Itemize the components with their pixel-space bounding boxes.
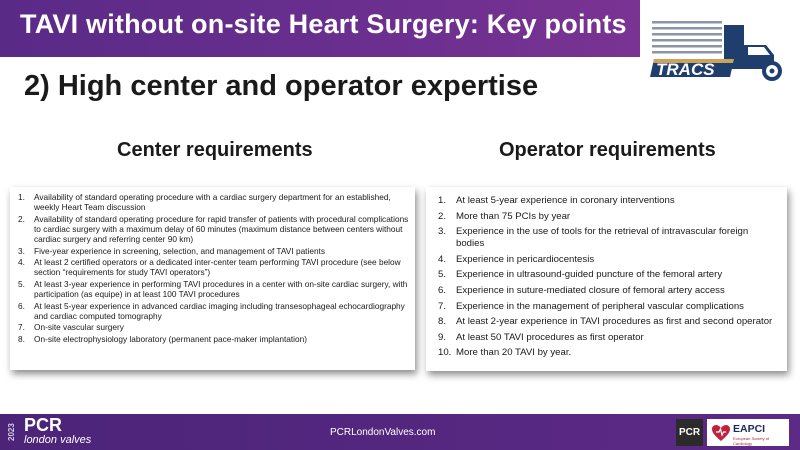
item-text: Availability of standard operating procedure for rapid transfer of patients with procedural complications to cardiac surgery with a maximum delay of 60 minutes (maximum distance between centers without cardiac surgery and referring center 90 km) bbox=[34, 213, 409, 245]
operator-requirements-card bbox=[426, 187, 787, 371]
item-number: 2. bbox=[438, 210, 447, 222]
item-text: On-site vascular surgery bbox=[34, 322, 124, 333]
operator-requirements-list bbox=[426, 187, 787, 359]
eapci-logo bbox=[707, 419, 789, 446]
slide-title: TAVI without on-site Heart Surgery: Key points bbox=[20, 9, 627, 39]
list-item bbox=[18, 301, 409, 321]
list-item bbox=[18, 192, 409, 212]
item-text: Experience in the management of peripheral vascular complications bbox=[456, 300, 744, 312]
item-text: Five-year experience in screening, selection, and management of TAVI patients bbox=[34, 245, 326, 256]
event-year: 2023 bbox=[7, 423, 16, 441]
center-requirements-heading: Center requirements bbox=[117, 139, 313, 161]
list-item bbox=[438, 226, 779, 250]
item-text: Availability of standard operating procedure with a cardiac surgery department for an established, weekly Heart Team discussion bbox=[34, 192, 391, 213]
item-text: On-site electrophysiology laboratory (permanent pace-maker implantation) bbox=[34, 333, 308, 344]
list-item bbox=[18, 279, 409, 299]
item-text: At least 50 TAVI procedures as first operator bbox=[456, 331, 644, 343]
list-item bbox=[438, 195, 779, 207]
heart-icon bbox=[710, 422, 732, 444]
item-number: 2. bbox=[18, 213, 25, 224]
item-number: 9. bbox=[438, 331, 447, 343]
item-text: More than 20 TAVI by year. bbox=[456, 347, 572, 359]
pcr-london-valves-logo: PCR bbox=[24, 415, 63, 435]
item-number: 5. bbox=[18, 278, 25, 289]
list-item bbox=[438, 285, 779, 297]
item-number: 5. bbox=[438, 269, 447, 281]
item-number: 4. bbox=[18, 257, 25, 268]
item-text: At least 2-year experience in TAVI procedures as first and second operator bbox=[456, 316, 773, 328]
item-number: 8. bbox=[438, 316, 447, 328]
item-number: 10. bbox=[438, 347, 452, 359]
list-item bbox=[438, 347, 779, 359]
item-text: Experience in ultrasound-guided puncture of the femoral artery bbox=[456, 269, 723, 281]
logo-text: TRACS bbox=[656, 60, 715, 79]
list-item bbox=[438, 316, 779, 328]
item-text: At least 2 certified operators or a dedicated inter-center team performing TAVI procedure (see below section “requirements for study TAVI operators”) bbox=[34, 257, 401, 278]
item-number: 3. bbox=[18, 245, 25, 256]
pcr-logo-subtitle: london valves bbox=[24, 434, 92, 446]
list-item bbox=[438, 211, 779, 223]
item-number: 7. bbox=[18, 322, 25, 333]
pcr-badge-logo: PCR bbox=[676, 419, 703, 446]
header-bar bbox=[0, 0, 640, 57]
truck-icon bbox=[648, 9, 788, 87]
list-item bbox=[18, 257, 409, 277]
footer-bar bbox=[0, 414, 800, 450]
list-item bbox=[438, 301, 779, 313]
website-link[interactable]: PCRLondonValves.com bbox=[330, 427, 436, 438]
item-text: At least 3-year experience in performing TAVI procedures in a center with on-site cardiac surgery, with participation (as equipe) in at least 100 TAVI procedures bbox=[34, 278, 408, 300]
section-heading: 2) High center and operator expertise bbox=[24, 70, 539, 102]
item-number: 3. bbox=[438, 226, 447, 238]
item-number: 1. bbox=[18, 192, 25, 202]
list-item bbox=[438, 254, 779, 266]
item-number: 1. bbox=[438, 195, 447, 206]
item-text: More than 75 PCIs by year bbox=[456, 210, 571, 222]
center-requirements-list bbox=[10, 187, 415, 344]
item-number: 4. bbox=[438, 253, 447, 265]
list-item bbox=[438, 332, 779, 344]
operator-requirements-heading: Operator requirements bbox=[499, 139, 716, 161]
list-item bbox=[438, 269, 779, 281]
item-number: 6. bbox=[18, 300, 25, 311]
tracs-logo bbox=[648, 9, 788, 87]
center-requirements-card bbox=[10, 187, 415, 370]
item-text: Experience in pericardiocentesis bbox=[456, 253, 595, 265]
item-text: Experience in the use of tools for the retrieval of intravascular foreign bodies bbox=[456, 226, 749, 250]
item-text: At least 5-year experience in coronary interventions bbox=[456, 195, 675, 206]
list-item bbox=[18, 334, 409, 344]
eapci-sublabel: European Society of Cardiology bbox=[733, 436, 770, 446]
eapci-label: EAPCI bbox=[733, 423, 766, 435]
list-item bbox=[18, 214, 409, 245]
item-text: At least 5-year experience in advanced cardiac imaging including transesophageal echocardiography and cardiac computed tomography bbox=[34, 300, 405, 321]
item-number: 7. bbox=[438, 300, 447, 312]
list-item bbox=[18, 246, 409, 256]
item-number: 8. bbox=[18, 333, 25, 344]
item-text: Experience in suture-mediated closure of femoral artery access bbox=[456, 284, 725, 296]
item-number: 6. bbox=[438, 284, 447, 296]
list-item bbox=[18, 322, 409, 332]
